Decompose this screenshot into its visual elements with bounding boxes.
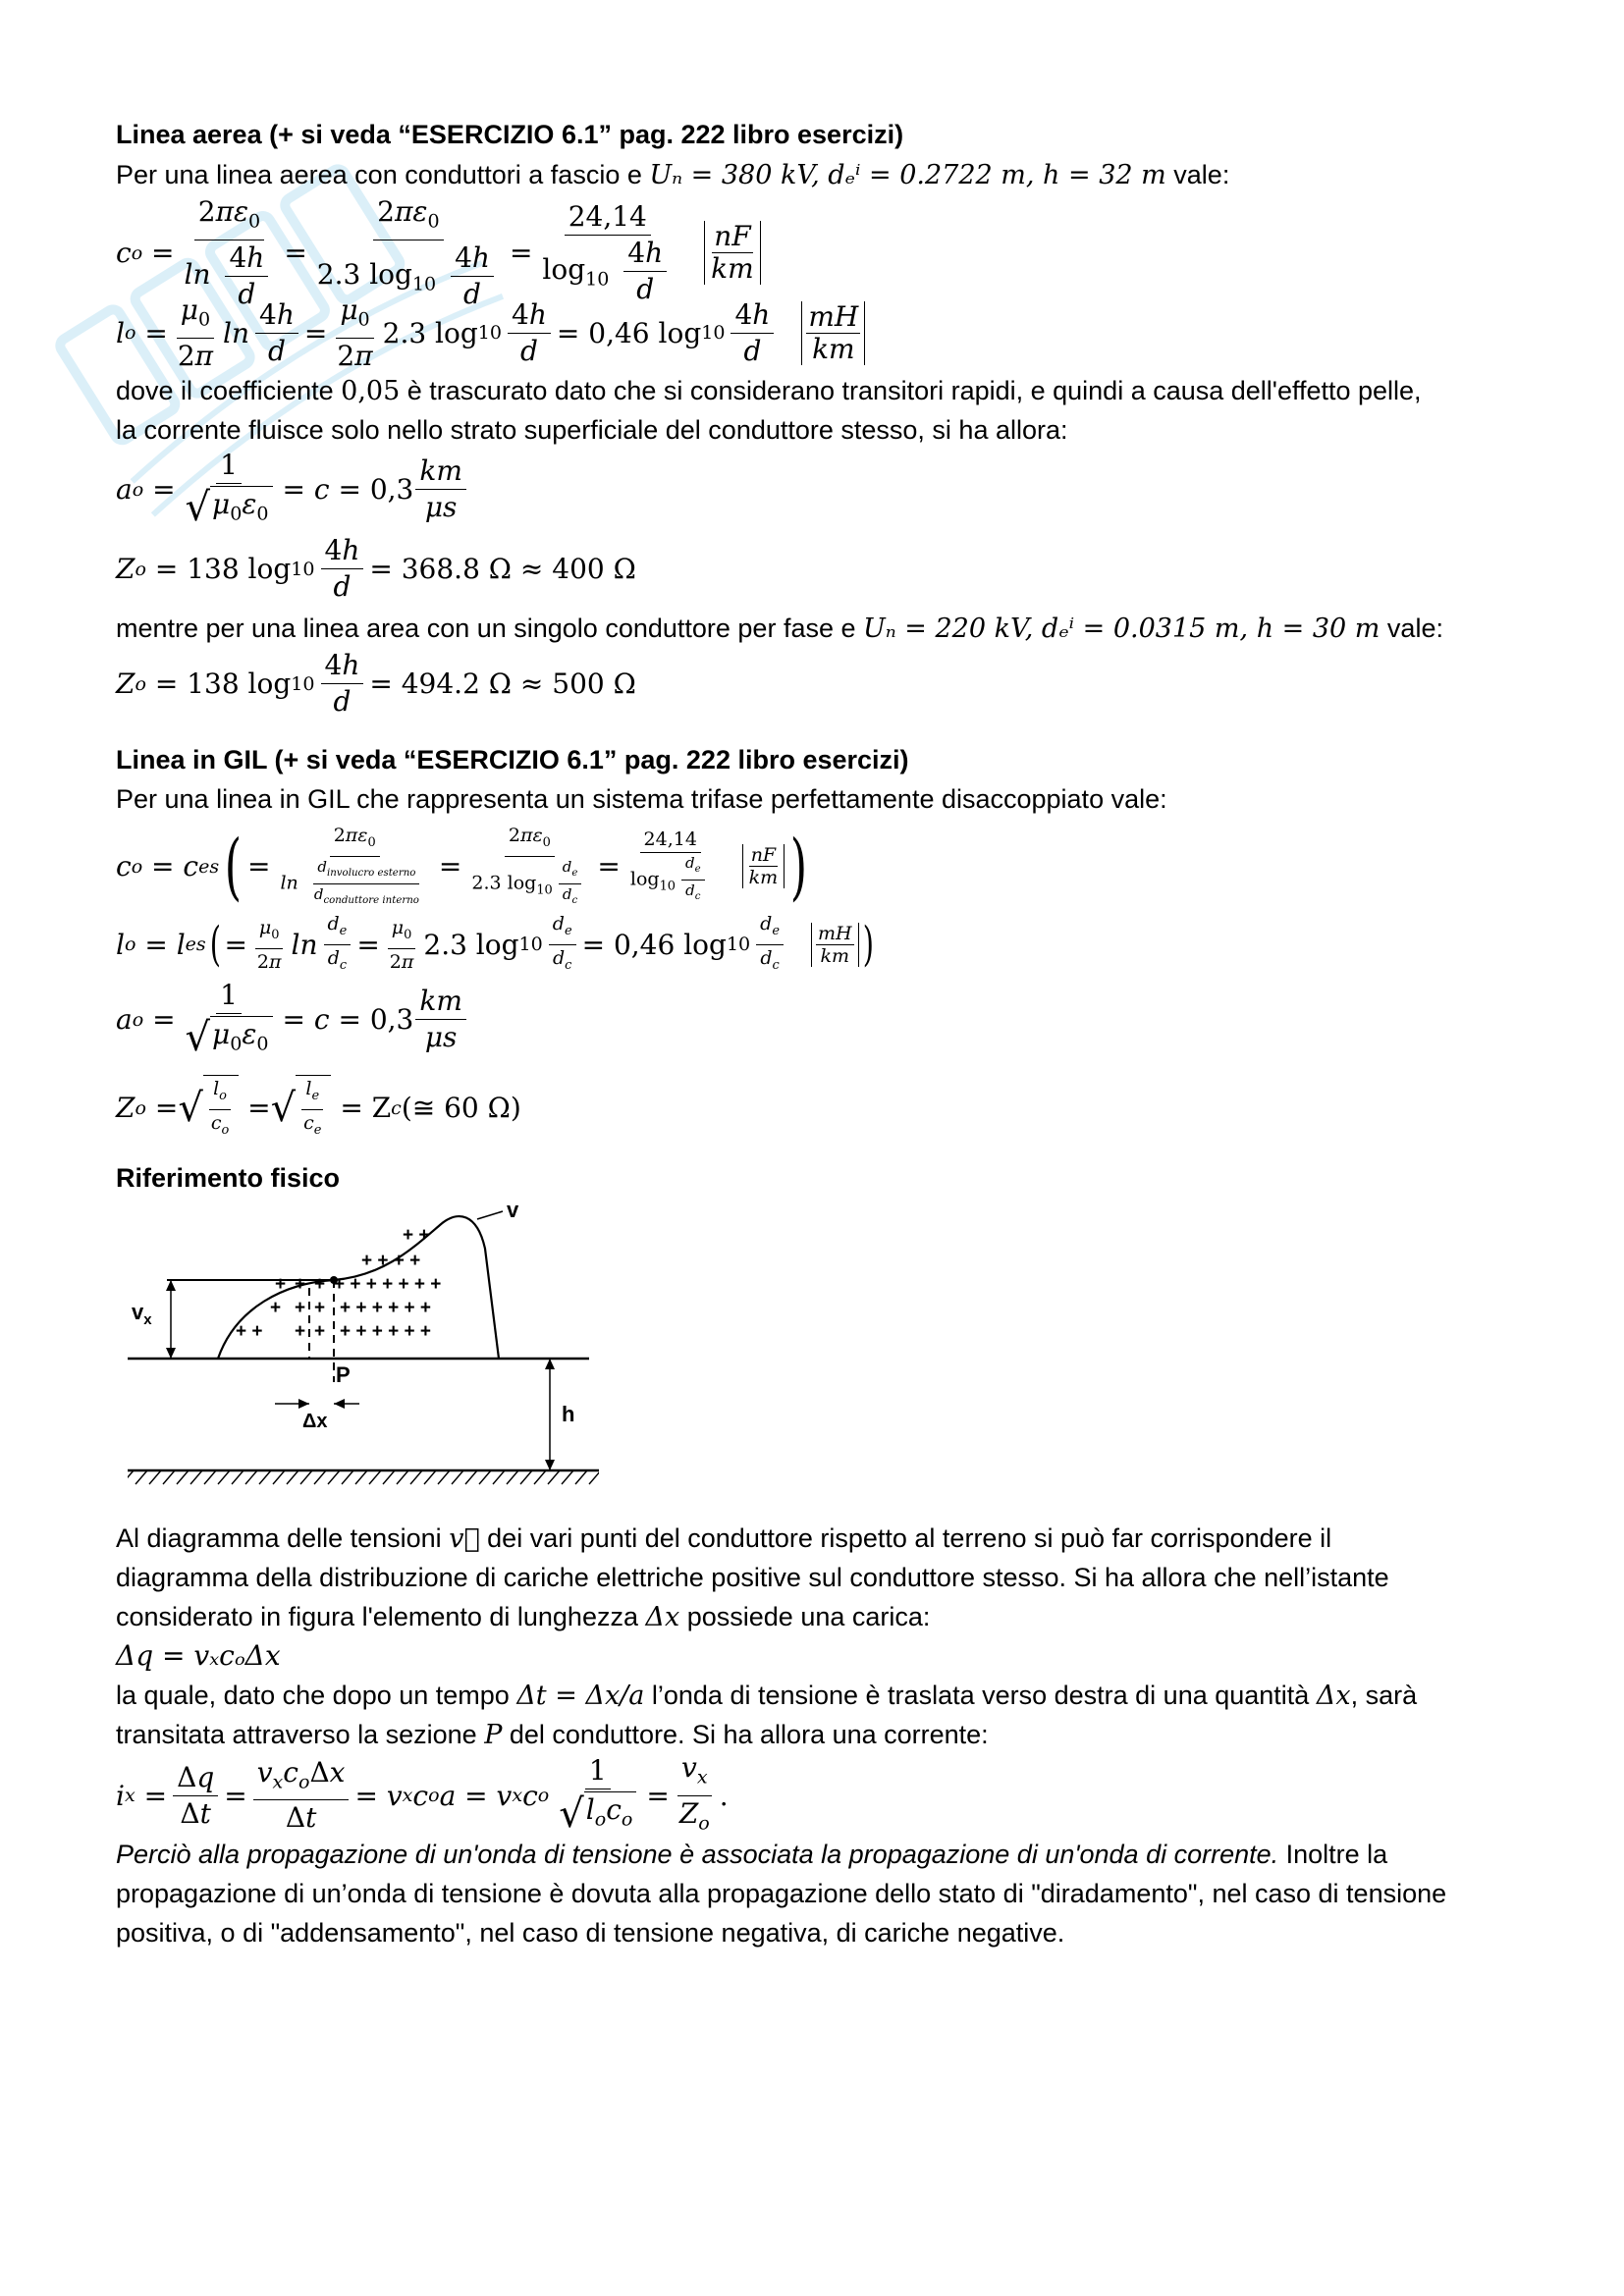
l-coeff-gil: 0,46: [613, 928, 676, 961]
equation-charge: Δq = vₓcₒΔx: [116, 1639, 281, 1672]
aerea-intro: [116, 158, 1229, 192]
svg-text:+: +: [295, 1321, 306, 1342]
positive-charges: [236, 1225, 441, 1342]
speed-value-gil: 0,3: [369, 1003, 414, 1037]
equation-speed-aerea: a o = 1 √ $\mu_0\varepsilon_0$ = c = 0,3 $\frac{km}{\mu s}$: [116, 450, 472, 530]
aerea-note-line1: dove il coefficiente 0,05 è trascurato dato che si considerano transitori rapidi, e quindi a causa dell'effetto pelle,: [116, 376, 1422, 406]
speed-value-aerea: 0,3: [369, 473, 414, 507]
equation-current: i x = $\frac{\Delta q}{\Delta t}$ = $\frac{v_xc_o\Delta x}{\Delta t}$ = v x c o a = v x c o 1 √ $l_oc_o$ = $\frac{v_x}{Z_o}$ .: [116, 1751, 729, 1837]
svg-text:+: +: [295, 1274, 306, 1295]
svg-text:+ + + + + + +: + + + + + + +: [334, 1274, 442, 1295]
svg-text:+: +: [314, 1298, 326, 1318]
label-vx: $v_x$: [132, 1300, 152, 1328]
l-coeff-aerea: 0,46: [588, 316, 650, 349]
unit-inductance-aerea: mH km: [801, 301, 865, 365]
equation-inductance-gil: l o = l es ( = $\frac{\mu_0}{2\pi}$ ln $\frac{d_e}{d_c}$ = $\frac{\mu_0}{2\pi}$ 2.3 log 10 $\frac{d_e}{d_c}$ = 0,46 log 10 $\frac{d_e}{d_c}$ mH km ): [116, 913, 874, 973]
fisico-p1-line1: Al diagramma delle tensioni v⃗ dei vari punti del conduttore rispetto al terreno si può far corrispondere il: [116, 1523, 1332, 1554]
fisico-p3-line1: Perciò alla propagazione di un'onda di tensione è associata la propagazione di un'onda di corrente. Inoltre la: [116, 1840, 1388, 1869]
fisico-p1-line2: diagramma della distribuzione di cariche elettriche positive sul conduttore stesso. Si ha allora che nell’istante: [116, 1563, 1389, 1592]
c-coeff-gil: 24,14: [640, 828, 701, 853]
svg-text:+: +: [270, 1298, 282, 1318]
equation-impedance-bundle: Z o = 138 log 10 $\frac{4h}{d}$ = 368.8 Ω ≈ 400 Ω: [116, 534, 636, 603]
svg-text:+: +: [295, 1298, 306, 1318]
label-h: h: [562, 1402, 575, 1426]
equation-capacitance-gil: c o = c es ( = $2\pi\varepsilon_0$ ln $\frac{d_{involucro esterno}}{d_{conduttore interno}}$ = $2\pi\varepsilon_0$ 2.3 $\log_{10}$ $\frac{d_e}{d_c}$ = 24,14 $\log_{10}$ $\frac{d_e}{d_c}$ nF km ): [116, 824, 808, 909]
v-label-leader: [477, 1211, 503, 1219]
aerea-intro-text: Per una linea aerea con conduttori a fascio e: [116, 160, 650, 189]
svg-text:+ + + + + +: + + + + + +: [340, 1321, 431, 1342]
aerea-intro-tail: vale:: [1165, 160, 1230, 189]
ground-hatching: [128, 1470, 599, 1484]
gil-intro: Per una linea in GIL che rappresenta un sistema trifase perfettamente disaccoppiato vale:: [116, 784, 1167, 814]
svg-text:+ +: + +: [236, 1321, 263, 1342]
equation-impedance-gil: Z o = √ $\frac{l_o}{c_o}$ = √ $\frac{l_e}{c_e}$ = Z c (≅ 60 Ω): [116, 1075, 521, 1142]
fisico-p3-line2: propagazione di un’onda di tensione è dovuta alla propagazione dello stato di "diradamento", nel caso di tensione: [116, 1879, 1447, 1908]
svg-text:+ + + + + +: + + + + + +: [340, 1298, 431, 1318]
fisico-p1-line3: considerato in figura l'elemento di lunghezza Δx possiede una carica:: [116, 1602, 931, 1632]
z-single-result: = 494.2 Ω ≈ 500 Ω: [369, 667, 636, 700]
fisico-p2-line1: la quale, dato che dopo un tempo Δt = Δx/a l’onda di tensione è traslata verso destra di una quantità Δx, sarà: [116, 1681, 1418, 1711]
fisico-p3-line3: positiva, o di "addensamento", nel caso di tensione negativa, di cariche negative.: [116, 1918, 1065, 1948]
unit-capacitance-aerea: nF km: [704, 221, 761, 285]
unit-inductance-gil: mH km: [811, 923, 859, 967]
wave-charge-diagram: [128, 1190, 599, 1504]
aerea-single-conductor: mentre per una linea area con un singolo conduttore per fase e Uₙ = 220 kV, dₑⁱ = 0.0315 m, h = 30 m vale:: [116, 614, 1443, 644]
aerea-note-line2: la corrente fluisce solo nello strato superficiale del conduttore stesso, si ha allora:: [116, 415, 1068, 445]
aerea-intro-values: Uₙ = 380 kV, dₑⁱ = 0.2722 m, h = 32 m: [649, 160, 1166, 190]
z-gil-result: = Z: [340, 1092, 392, 1125]
equation-speed-gil: a o = 1 √ $\mu_0\varepsilon_0$ = c = 0,3 $\frac{km}{\mu s}$: [116, 980, 472, 1060]
equation-capacitance-aerea: c o = $2\pi\varepsilon_0$ ln $\frac{4h}{d}$ = $2\pi\varepsilon_0$ 2.3 $\log_{10}$ $\frac{4h}{d}$ = 24,14 $\log_{10}$ $\frac{4h}{d}$ nF km: [116, 196, 761, 310]
heading-linea-aerea: Linea aerea (+ si veda “ESERCIZIO 6.1” pag. 222 libro esercizi): [116, 120, 904, 149]
svg-text:+ +: + +: [403, 1225, 430, 1246]
c-coeff-aerea: 24,14: [565, 201, 651, 236]
fisico-p2-line2: transitata attraverso la sezione P del conduttore. Si ha allora una corrente:: [116, 1720, 989, 1750]
svg-text:+: +: [314, 1321, 326, 1342]
z-bundle-result: = 368.8 Ω ≈ 400 Ω: [369, 553, 636, 585]
z-gil-tail: (≅ 60 Ω): [401, 1092, 521, 1125]
unit-capacitance-gil: nF km: [742, 844, 785, 888]
heading-linea-gil: Linea in GIL (+ si veda “ESERCIZIO 6.1” pag. 222 libro esercizi): [116, 745, 909, 774]
svg-text:+: +: [275, 1274, 287, 1295]
label-p: P: [336, 1362, 351, 1387]
equation-inductance-aerea: l o = $\frac{\mu_0}{2\pi}$ ln $\frac{4h}{d}$ = $\frac{\mu_0}{2\pi}$ 2.3 log 10 $\frac{4h}{d}$ = 0,46 log 10 $\frac{4h}{d}$ mH km: [116, 294, 865, 372]
label-dx: Δx: [302, 1411, 328, 1432]
svg-text:+: +: [314, 1274, 326, 1295]
label-v: v: [507, 1198, 519, 1222]
equation-impedance-single: Z o = 138 log 10 $\frac{4h}{d}$ = 494.2 Ω ≈ 500 Ω: [116, 649, 636, 718]
svg-text:+ + + +: + + + +: [361, 1251, 421, 1271]
heading-riferimento-fisico: Riferimento fisico: [116, 1163, 341, 1193]
